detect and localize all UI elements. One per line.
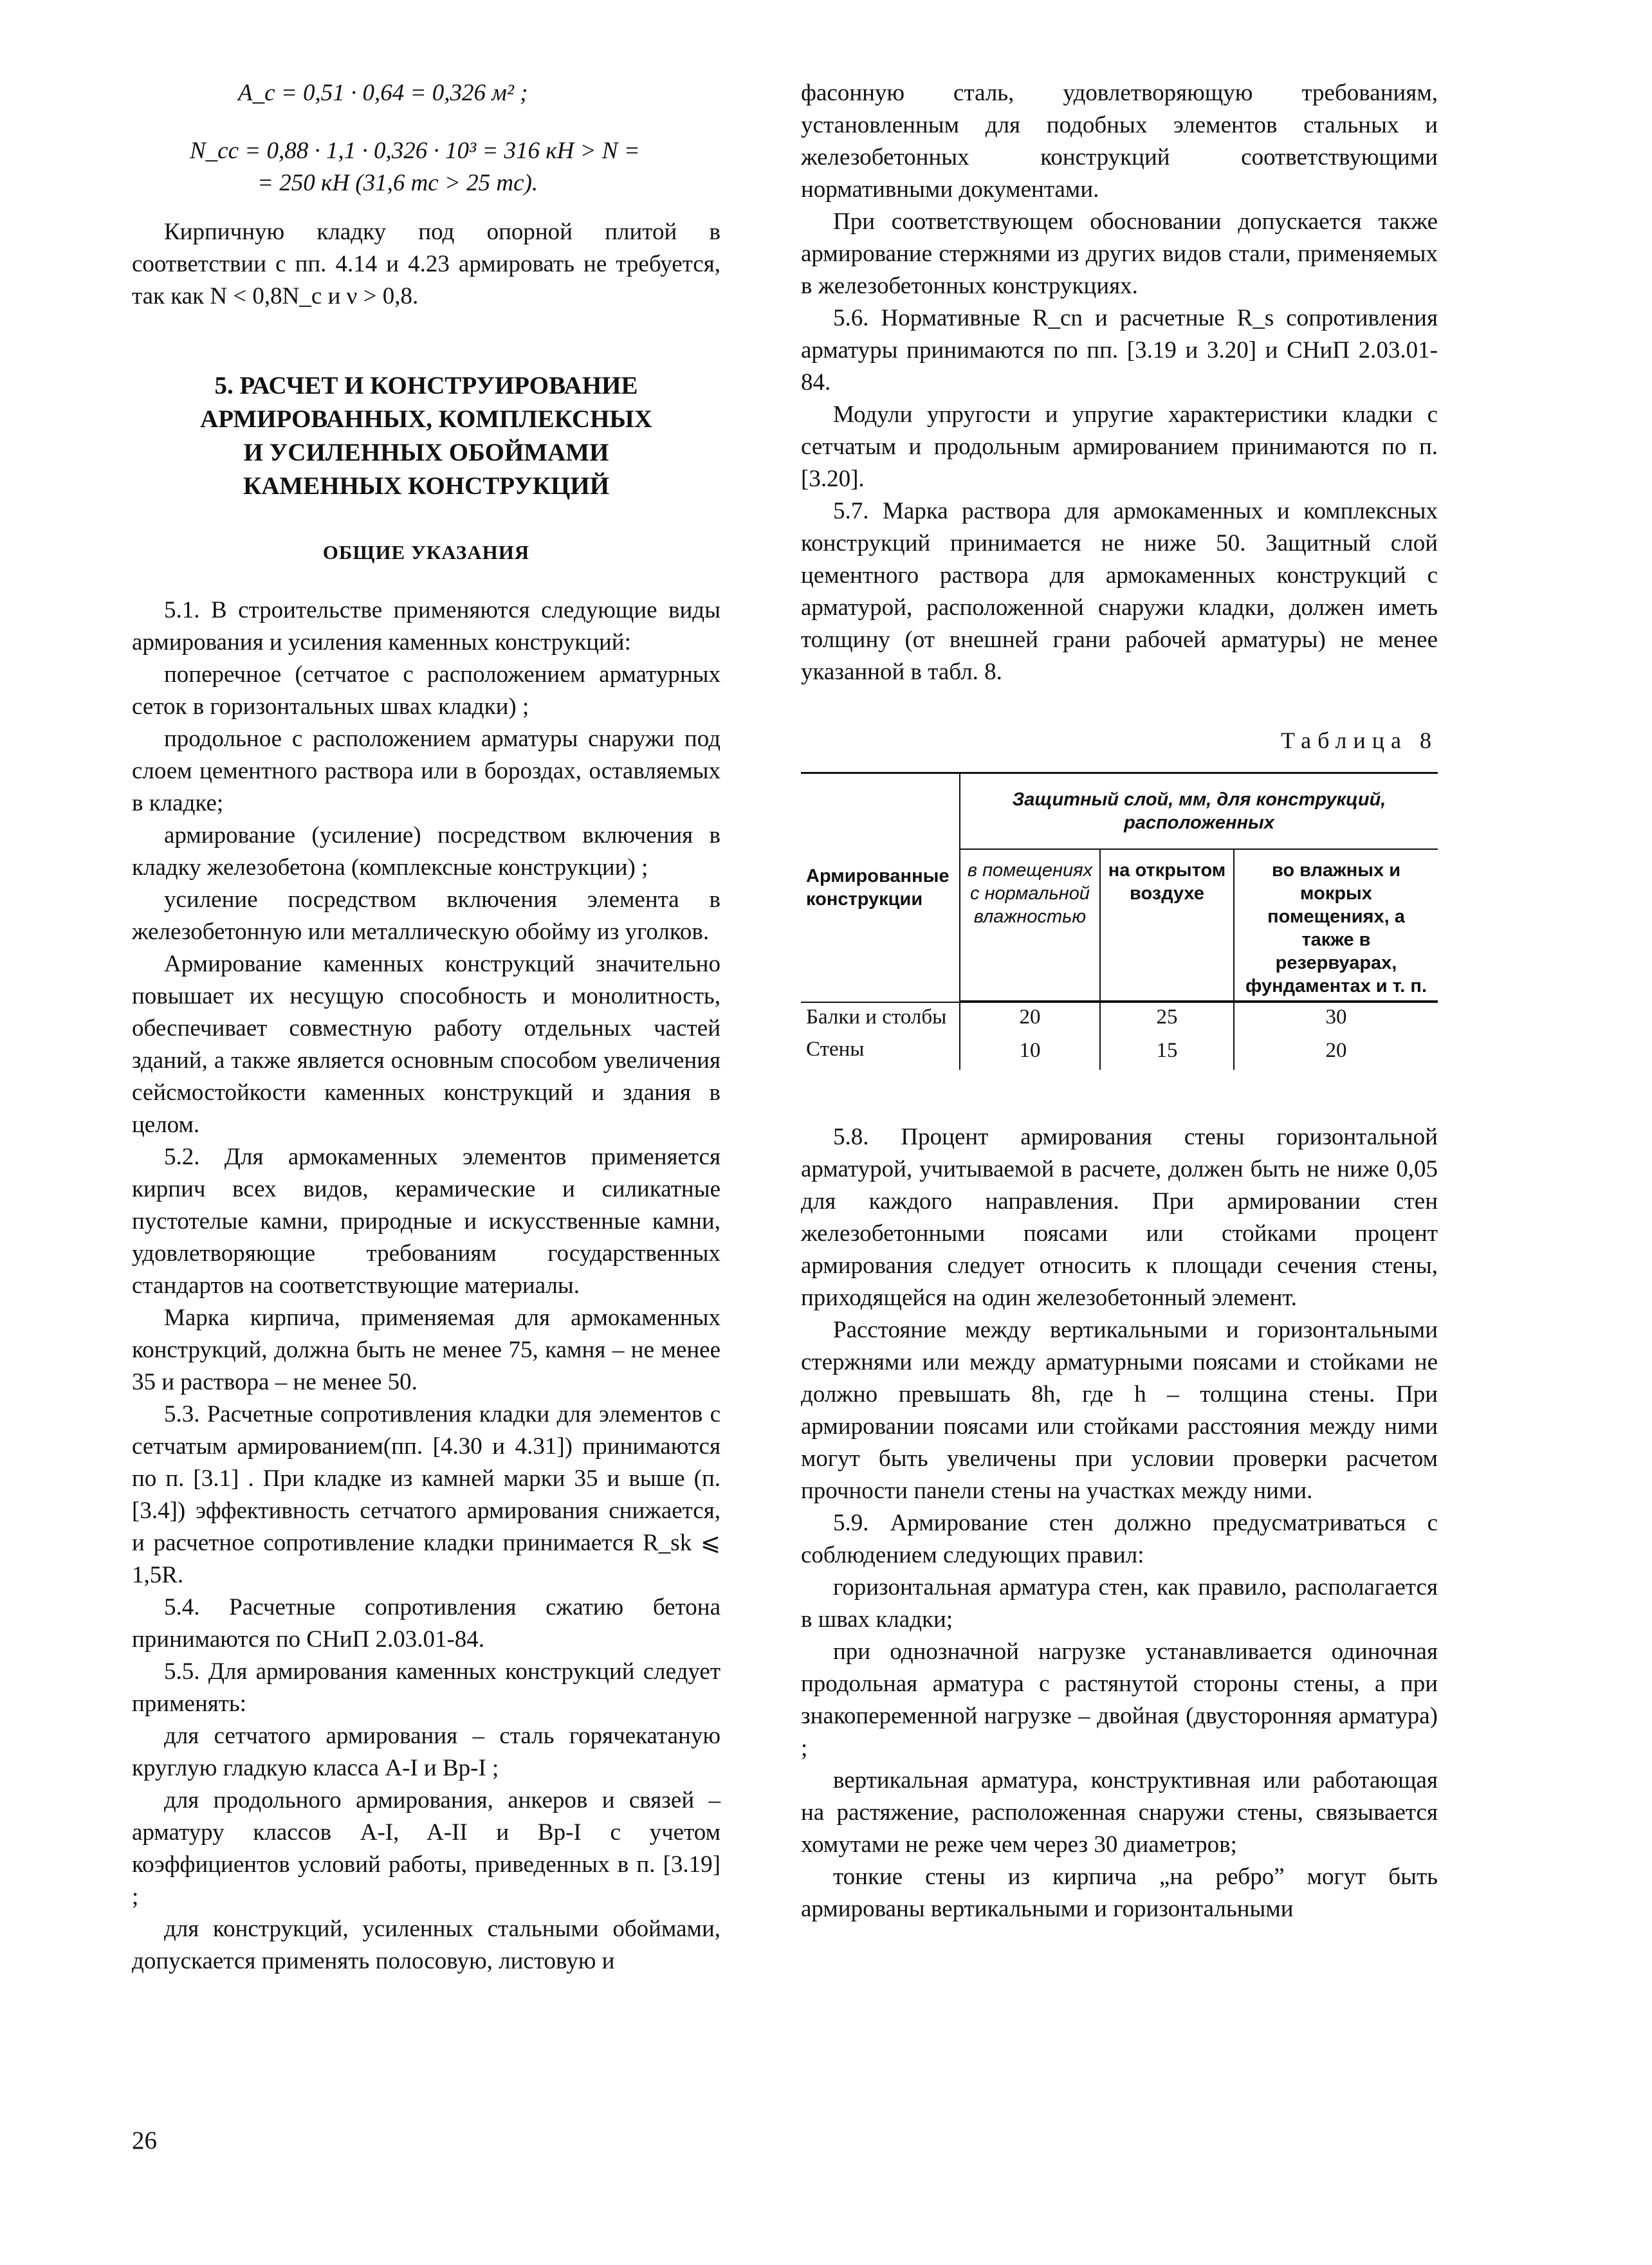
paragraph-5-9: 5.9. Армирование стен должно предусматриваться с соблюдением следующих правил: (801, 1510, 1438, 1568)
section-heading-line: 5. РАСЧЕТ И КОНСТРУИРОВАНИЕ (214, 372, 638, 399)
paragraph: Модули упругости и упругие характеристики кладки с сетчатым и продольным армированием принимаются по п. [3.20]. (801, 401, 1438, 492)
list-item: при однозначной нагрузке устанавливается одиночная продольная арматура с растянутой стороны стены, а при знакопеременной нагрузке – двойная (двусторонняя арматура) ; (801, 1638, 1438, 1761)
table-cell: 25 (1100, 1002, 1234, 1031)
formula-force-cont: = 250 кН (31,6 тс > 25 тс). (257, 170, 538, 196)
table-row-header: Армированные конструкции (801, 773, 960, 1002)
list-item: армирование (усиление) посредством включения в кладку железобетона (комплексные конструкции) ; (132, 822, 720, 881)
subsection-heading: ОБЩИЕ УКАЗАНИЯ (322, 541, 530, 564)
table-cell-label: Балки и столбы (806, 1005, 947, 1029)
table-cell-label: Стены (806, 1038, 865, 1061)
list-item: горизонтальная арматура стен, как правило, располагается в швах кладки; (801, 1574, 1438, 1633)
paragraph: Марка кирпича, применяемая для армокаменных конструкций, должна быть не менее 75, камня – не менее 35 и раствора – не менее 50. (132, 1305, 720, 1395)
left-column (132, 77, 720, 1977)
page-number: 26 (132, 2127, 157, 2154)
table-row (801, 1002, 1438, 1031)
list-item: для сетчатого армирования – сталь горячекатаную круглую гладкую класса A-I и Bp-I ; (132, 1723, 720, 1781)
table-8 (801, 772, 1438, 1070)
list-item: тонкие стены из кирпича „на ребро” могут быть армированы вертикальными и горизонтальными (801, 1864, 1438, 1922)
paragraph: При соответствующем обосновании допускается также армирование стержнями из других видов стали, применяемых в железобетонных конструкциях. (801, 208, 1438, 299)
paragraph-5-5: 5.5. Для армирования каменных конструкций следует применять: (132, 1658, 720, 1717)
list-item: для конструкций, усиленных стальными обоймами, допускается применять полосовую, листовую и (132, 1916, 720, 1974)
paragraph-5-7: 5.7. Марка раствора для армокаменных и комплексных конструкций принимается не ниже 50. Защитный слой цементного раствора для армокаменных конструкций с арматурой, расположенной снаружи кладки, должен иметь толщину (от внешней грани рабочей арматуры) не менее указанной в табл. 8. (801, 498, 1438, 685)
formula-force: N_cc = 0,88 · 1,1 · 0,326 · 10³ = 316 кН > N = (190, 138, 640, 164)
paragraph: Армирование каменных конструкций значительно повышает их несущую способность и монолитность, обеспечивает совместную работу отдельных частей зданий, а также является основным способом увеличения сейсмостойкости каменных конструкций и здания в целом. (132, 951, 720, 1138)
formula-area: A_c = 0,51 · 0,64 = 0,326 м² ; (238, 80, 528, 106)
paragraph-5-1: 5.1. В строительстве применяются следующие виды армирования и усиления каменных конструкций: (132, 597, 720, 656)
paragraph: Расстояние между вертикальными и горизонтальными стержнями или между арматурными поясами и стойками не должно превышать 8h, где h – толщина стены. При армировании поясами или стойками расстояния между ними могут быть увеличены при условии проверки расчетом прочности панели стены на участках между ними. (801, 1317, 1438, 1504)
table-cell: 15 (1100, 1031, 1234, 1070)
table-cell: 20 (960, 1002, 1100, 1031)
paragraph-5-3: 5.3. Расчетные сопротивления кладки для элементов с сетчатым армированием(пп. [4.30 и 4.31]) принимаются по п. [3.1] . При кладке из камней марки 35 и выше (п. [3.4]) эффективность сетчатого армирования снижается, и расчетное сопротивление кладки принимается R_sk ⩽ 1,5R. (132, 1401, 720, 1588)
table-caption: Таблица 8 (1281, 728, 1438, 753)
paragraph-5-8: 5.8. Процент армирования стены горизонтальной арматурой, учитываемой в расчете, должен быть не ниже 0,05 для каждого направления. При армировании стен железобетонными поясами или стойками процент армирования следует относить к площади сечения стены, приходящейся на один железобетонный элемент. (801, 1124, 1438, 1311)
table-column-header: на открытом воздухе (1100, 849, 1234, 1001)
paragraph-5-4: 5.4. Расчетные сопротивления сжатию бетона принимаются по СНиП 2.03.01-84. (132, 1594, 720, 1653)
section-heading-line: КАМЕННЫХ КОНСТРУКЦИЙ (243, 472, 610, 500)
section-heading (132, 369, 720, 503)
list-item: вертикальная арматура, конструктивная или работающая на растяжение, расположенная снаружи стены, связывается хомутами не реже чем через 30 диаметров; (801, 1767, 1438, 1858)
paragraph-5-6: 5.6. Нормативные R_cn и расчетные R_s сопротивления арматуры принимаются по пп. [3.19 и 3.20] и СНиП 2.03.01-84. (801, 305, 1438, 396)
section-heading-line: И УСИЛЕННЫХ ОБОЙМАМИ (243, 439, 609, 466)
table-cell: 10 (960, 1031, 1100, 1070)
table-cell: 30 (1234, 1002, 1438, 1031)
list-item: поперечное (сетчатое с расположением арматурных сеток в горизонтальных швах кладки) ; (132, 661, 720, 720)
table-column-header: во влажных и мокрых помещениях, а также в резервуарах, фундаментах и т. п. (1234, 849, 1438, 1001)
right-column (801, 77, 1438, 1925)
section-heading-line: АРМИРОВАННЫХ, КОМПЛЕКСНЫХ (200, 405, 652, 433)
paragraph-5-2: 5.2. Для армокаменных элементов применяется кирпич всех видов, керамические и силикатные пустотелые камни, природные и искусственные камни, удовлетворяющие требованиям государственных стандартов на соответствующие материалы. (132, 1144, 720, 1299)
paragraph-continuation: фасонную сталь, удовлетворяющую требованиям, установленным для подобных элементов стальных и железобетонных конструкций соответствующими нормативными документами. (801, 80, 1438, 203)
table-cell: 20 (1234, 1031, 1438, 1070)
table-group-header: Защитный слой, мм, для конструкций, расположенных (960, 773, 1438, 850)
table-row (801, 1031, 1438, 1070)
list-item: для продольного армирования, анкеров и связей – арматуру классов A-I, A-II и Bp-I с учетом коэффициентов условий работы, приведенных в п. [3.19] ; (132, 1787, 720, 1910)
paragraph: Кирпичную кладку под опорной плитой в соответствии с пп. 4.14 и 4.23 армировать не требуется, так как N < 0,8N_c и ν > 0,8. (132, 219, 720, 309)
list-item: усиление посредством включения элемента в железобетонную или металлическую обойму из уголков. (132, 886, 720, 945)
table-column-header: в помещениях с нормальной влажностью (960, 849, 1100, 1001)
list-item: продольное с расположением арматуры снаружи под слоем цементного раствора или в бороздах, оставляемых в кладке; (132, 726, 720, 816)
